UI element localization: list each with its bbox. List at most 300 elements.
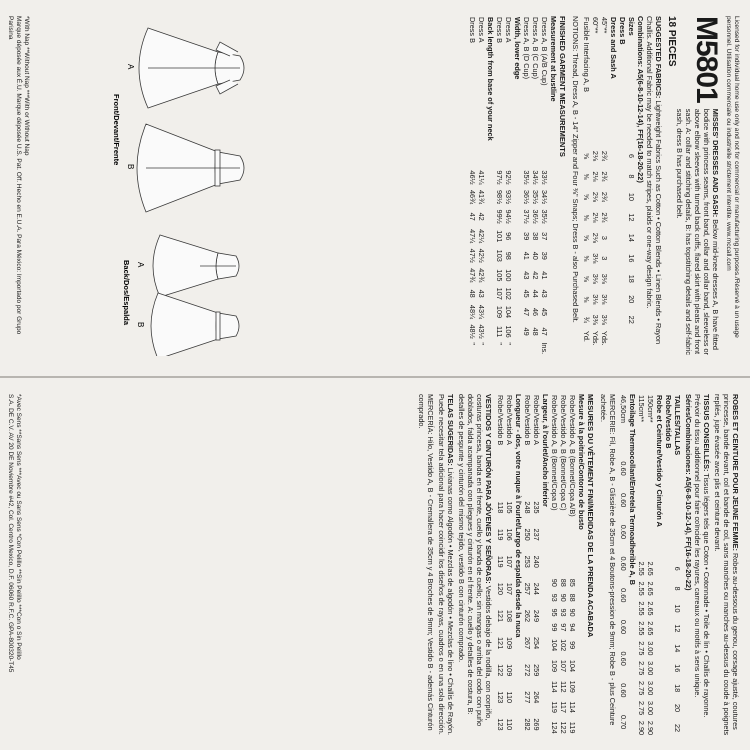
cell-value: 18 (627, 274, 636, 283)
cell-value: 46½ (468, 170, 477, 185)
cell-value (664, 658, 673, 678)
unit-label (522, 341, 531, 358)
cell-value: 272 (523, 664, 532, 677)
fr-yardage-table (637, 394, 682, 738)
cell-value (655, 559, 664, 579)
row-label: 60"** (591, 17, 600, 34)
unit-label (627, 330, 636, 358)
cell-value: 3⅛ (600, 273, 609, 284)
measurements-table (468, 16, 549, 358)
cell-value (609, 207, 618, 227)
cell-value: 110 (505, 718, 514, 731)
cell-value: 0.60 (619, 651, 628, 666)
measure-row (540, 16, 549, 358)
cell-value: 6 (627, 153, 636, 159)
back-view-a (153, 235, 239, 297)
cell-value: ⅝ (582, 173, 591, 180)
fr-fabrics-text: Tissus légers tels que Coton • Cotonnade • Toile de lin • Challis de rayonne. Prévoir du tissu additionnel pour faire coïncider les rayures, carreaux ou motifs à sens unique. (693, 394, 711, 718)
cell-value: ⅝ (582, 275, 591, 282)
cell-value: 38 (531, 232, 540, 241)
cell-value: 262 (523, 609, 532, 623)
cell-value (513, 187, 522, 207)
view-b-front-label: B (126, 164, 135, 170)
fr-measure-row (559, 394, 568, 738)
cell-value: 111 (495, 326, 504, 338)
cell-value: 3⅛ (600, 314, 609, 325)
row-label: Robe/Vestido A, B (Bonnet/Copa C) (559, 395, 568, 511)
cell-value: 42¾ (477, 268, 486, 283)
cell-value: 12 (627, 213, 636, 222)
fr-title: ROBES ET CEINTURE POUR JEUNE FEMME: (731, 394, 740, 551)
cell-value: 2.55 (637, 561, 646, 576)
cell-value: 2¾ (600, 150, 609, 162)
unit-label (618, 330, 627, 358)
cell-value: 2¾ (600, 171, 609, 182)
fr-interfacing-row (619, 394, 628, 738)
cell-value: 104 (504, 305, 513, 319)
cell-value (486, 285, 495, 302)
cell-value: 269 (532, 718, 541, 731)
cell-value: 2.75 (637, 641, 646, 656)
cell-value (486, 226, 495, 246)
cell-value: 112 (559, 680, 568, 693)
cell-value: 14 (673, 644, 682, 653)
cell-value: 20 (673, 704, 682, 713)
cell-value (618, 248, 627, 268)
cell-value: 108 (505, 609, 514, 623)
cell-value (618, 207, 627, 227)
cell-value: 2⅛ (591, 150, 600, 162)
cell-value: 3 (600, 256, 609, 261)
cell-value: 3.00 (646, 661, 655, 676)
cell-value: 119 (568, 721, 577, 734)
cell-value: 0.60 (619, 683, 628, 698)
cell-value (513, 322, 522, 342)
cell-value: ¾ (582, 316, 591, 323)
fr-interfacing-table (619, 394, 628, 738)
row-label: Dress A (477, 17, 486, 43)
cell-value (655, 658, 664, 678)
piece-count: 18 PIECES (666, 16, 677, 67)
cell-value: 47¼ (468, 229, 477, 244)
cell-value: 0.60 (619, 461, 628, 476)
cell-value: 2.75 (637, 681, 646, 696)
cell-value: 100 (504, 269, 513, 282)
cell-value: 14 (627, 233, 636, 242)
row-label: Robe/Vestido B (523, 395, 532, 446)
cell-value: 240 (532, 555, 541, 568)
cell-value: 41 (540, 271, 549, 280)
yardage-row (591, 16, 600, 358)
cell-value: 0.60 (619, 619, 628, 635)
cell-value: 106 (505, 528, 514, 541)
cell-value (664, 559, 673, 579)
cell-value: 43 (540, 289, 549, 298)
row-label: Robe/Vestido B (496, 395, 505, 446)
row-label: 150cm** (646, 395, 655, 423)
nap-legend: *With Nap **Without Nap ***With or Without Nap (23, 16, 30, 156)
cell-value: 2.55 (637, 581, 646, 596)
cell-value: 2.55 (637, 601, 646, 616)
cell-value: 105 (505, 501, 514, 514)
cell-value: 3.00 (646, 700, 655, 716)
cell-value: 254 (532, 636, 541, 650)
fr-longueur: Longueur - dos, votre nuque à l'ourlet/Largo de espalda desde la nuca (514, 394, 523, 638)
cell-value: 114 (568, 701, 577, 713)
row-label: Fusible Interfacing A, B (582, 17, 591, 93)
fr-width-row (523, 394, 532, 738)
cell-value: 2.90 (646, 720, 655, 736)
cell-value (513, 168, 522, 188)
cell-value (486, 322, 495, 342)
cell-value: 45 (540, 307, 549, 317)
cell-value: 2.65 (646, 561, 655, 576)
cell-value: 20 (627, 295, 636, 304)
cell-value: 42 (531, 271, 540, 280)
cell-value (664, 678, 673, 698)
cell-value: 0.60 (619, 493, 628, 508)
es-fabrics (437, 394, 455, 738)
row-label: Robe/Vestido B (664, 395, 673, 449)
row-label: Back length from base of your neck (486, 17, 495, 141)
view-a-front-label: A (126, 64, 135, 70)
mexico-address: S.A. DE C.V. AV 20 DE Noviembre #42, Col. Centro Mexico, D.F. 06060 R.F.C. GPA-800320-T45 (7, 394, 14, 673)
fr-largeur: Largeur, à l'ourlet/Ancho inferior (541, 394, 550, 507)
cell-value: 90 (550, 578, 559, 587)
measure-title: FINISHED GARMENT MEASUREMENTS (558, 16, 567, 157)
row-label: Dress B (468, 17, 477, 43)
cell-value (609, 166, 618, 186)
cell-value: 10 (673, 604, 682, 613)
column-divider (0, 376, 750, 378)
cell-value: ⅝ (582, 296, 591, 303)
cell-value: 35½ (522, 170, 531, 185)
cell-value (655, 599, 664, 619)
cell-value: 109 (550, 659, 559, 673)
cell-value (513, 266, 522, 286)
cell-value: 120 (496, 582, 505, 595)
es-description (457, 394, 493, 738)
cell-value: 88 (568, 593, 577, 602)
cell-value: 107 (559, 659, 568, 673)
cell-value (655, 579, 664, 599)
cell-value (664, 698, 673, 718)
cell-value: 110 (505, 691, 514, 704)
cell-value: 244 (532, 582, 541, 595)
row-label: 46,50cm (619, 395, 628, 423)
cell-value (618, 146, 627, 166)
cell-value (513, 226, 522, 246)
cell-value: 47¾ (468, 268, 477, 283)
cell-value: 8 (627, 174, 636, 179)
yardage-table (582, 16, 636, 358)
cell-value: 257 (523, 582, 532, 595)
row-label: 115cm** (637, 395, 646, 423)
yardage-row (609, 16, 618, 358)
unit-label: Yds. (600, 330, 609, 346)
yardage-row (618, 16, 627, 358)
cell-value: 109 (505, 636, 514, 650)
cell-value: 95 (550, 608, 559, 617)
unit-label: " (477, 342, 486, 345)
cell-value: 122 (559, 721, 568, 734)
cell-value (618, 187, 627, 207)
fr-measure-subtitle: Mesure à la poitrine/Contorno de busto (577, 394, 586, 530)
cell-value: 2¾ (600, 191, 609, 202)
cell-value: 36½ (522, 189, 531, 205)
cell-value (609, 248, 618, 268)
cell-value: 93 (550, 593, 559, 602)
view-a-back-label: A (136, 262, 145, 268)
cell-value: 106 (504, 325, 513, 338)
notions: NOTIONS: Thread, Dress A, B - 14" Zipper and Four ⅜" Snaps; Dress B - also Purchased Belt. (571, 16, 580, 323)
cell-value: 47 (540, 327, 549, 336)
cell-value: 6 (673, 566, 682, 571)
cell-value: 47 (522, 307, 531, 317)
yardage-row (600, 16, 609, 358)
cell-value (609, 187, 618, 207)
cell-value (609, 310, 618, 330)
cell-value (618, 228, 627, 248)
unit-label (486, 341, 495, 358)
fr-view-row (655, 394, 664, 738)
cell-value: 34½ (531, 170, 540, 185)
unit-label: Ins. (540, 342, 549, 355)
cell-value: 121 (496, 636, 505, 650)
cell-value: 3⅛ (600, 294, 609, 305)
description-text: Below mid-knee dresses A, B have fitted bodice with princess seams, front band, collar and collar band, sleeveless or above elbow sleeves with turned back cuffs, flared skirt with pleats and front sash. A: collar and stitching details, B: has topstitching details and self-fabric sash, dress B has purchased belt. (675, 108, 720, 355)
back-caption: Back/Dos/Espalda (122, 260, 131, 326)
cell-value: 48½ (468, 324, 477, 339)
unit-label: Yds. (591, 330, 600, 346)
cell-value: 104 (568, 659, 577, 673)
cell-value (486, 207, 495, 227)
cell-value (618, 289, 627, 309)
cell-value: 3.00 (646, 641, 655, 656)
row-label: Dress A, B (C Cup) (531, 17, 540, 80)
cell-value (513, 285, 522, 302)
cell-value: 2.75 (637, 661, 646, 676)
cell-value: 41¼ (477, 170, 486, 185)
cell-value: 22 (627, 315, 636, 324)
cell-value: 0.60 (619, 588, 628, 603)
fr-fabrics-label: TISSUS CONSEILLÉS: (702, 394, 711, 472)
view-b-back-label: B (136, 322, 145, 328)
cell-value: 107 (505, 582, 514, 595)
cell-value: 107 (505, 555, 514, 568)
cell-value: 39 (540, 251, 549, 260)
cell-value: 2⅛ (591, 191, 600, 202)
cell-value: 248 (523, 501, 532, 514)
cell-value: 2⅛ (591, 212, 600, 223)
cell-value: 237 (532, 528, 541, 541)
cell-value: 253 (523, 555, 532, 568)
cell-value: 2.90 (637, 720, 646, 736)
fr-view-row (664, 394, 673, 738)
cell-value: 2¾ (600, 212, 609, 223)
cell-value (664, 579, 673, 599)
cell-value: 34½ (540, 189, 549, 205)
row-label: 45"** (600, 17, 609, 34)
cell-value: 3⅛ (591, 273, 600, 284)
cell-value: 98 (504, 251, 513, 260)
fr-measure-row (550, 394, 559, 738)
cell-value: 104 (550, 639, 559, 652)
cell-value (655, 698, 664, 718)
cell-value: 0.60 (619, 556, 628, 571)
cell-value: 3⅛ (591, 294, 600, 305)
cell-value: 235 (532, 501, 541, 514)
cell-value: 45 (522, 289, 531, 298)
measure-row (531, 16, 540, 358)
unit-label: " (504, 342, 513, 345)
measure-row (468, 16, 477, 358)
cell-value: 99½ (495, 209, 504, 224)
cell-value: 101 (495, 230, 504, 243)
cell-value: 8 (673, 586, 682, 591)
cell-value: 99 (550, 623, 559, 632)
cell-value (655, 678, 664, 698)
row-label: Sizes (627, 17, 636, 36)
cell-value: 3.00 (646, 681, 655, 696)
row-label: Dress A, B (A/B Cup) (540, 17, 549, 86)
cell-value: 109 (495, 305, 504, 319)
cell-value: 90 (568, 608, 577, 617)
cell-value: 90 (559, 593, 568, 602)
cell-value: 118 (496, 501, 505, 514)
cell-value: 88 (559, 578, 568, 587)
es-title: VESTIDOS Y CINTURÓN PARA JÓVENES Y SEÑORAS: (484, 394, 493, 584)
cell-value: 114 (550, 680, 559, 693)
cell-value: 123 (496, 691, 505, 704)
description (675, 109, 720, 358)
fr-size-header-row (673, 394, 682, 738)
fr-length-row (505, 394, 514, 738)
row-label: Dress A (504, 17, 513, 43)
cell-value: 99 (568, 641, 577, 650)
cell-value: 123 (496, 718, 505, 731)
measure-row (486, 16, 495, 358)
trademark-line: Marque déposée aux É.U. Marque déposée U.S. Pat. Off. Hecho en E.U.A. Para México: Importado por Grupo Parisina (7, 16, 22, 335)
cell-value: 109 (568, 680, 577, 693)
header-block (666, 16, 723, 358)
fr-longueur-table (496, 394, 514, 738)
cell-value: 48¼ (468, 304, 477, 320)
english-footer (6, 16, 30, 358)
unit-label: " (468, 342, 477, 345)
fr-measures-table (550, 394, 577, 738)
fr-description (713, 394, 740, 738)
cell-value: 259 (532, 664, 541, 677)
cell-value: 250 (523, 528, 532, 541)
cell-value: 85 (568, 578, 577, 587)
cell-value: 36½ (531, 209, 540, 224)
cell-value: ⅝ (582, 193, 591, 200)
combinations: Combinations: A5(6-8-10-12-14), FF(16-18-20-22) (636, 16, 645, 183)
cell-value: 37½ (522, 209, 531, 224)
fr-width-row (532, 394, 541, 738)
cell-value: ⅝ (582, 255, 591, 262)
cell-value: ⅝ (582, 214, 591, 221)
cell-value: 107 (495, 287, 504, 300)
es-fabrics-label: TELAS SUGERIDAS: (446, 394, 455, 466)
unit-label (531, 341, 540, 358)
measure-row (504, 16, 513, 358)
cell-value: 2.55 (637, 621, 646, 636)
cell-value: 35½ (540, 209, 549, 224)
cell-value (618, 269, 627, 289)
cell-value: 44 (531, 289, 540, 298)
fr-footer (6, 394, 22, 738)
cell-value (486, 187, 495, 207)
cell-value: 93½ (504, 189, 513, 205)
cell-value: 109 (505, 664, 514, 677)
cell-value: 49 (522, 327, 531, 336)
pattern-number: M5801 (690, 16, 723, 103)
cell-value: ⅝ (582, 152, 591, 160)
cell-value: 119 (496, 555, 505, 568)
fr-yardage-row (637, 394, 646, 738)
cell-value: 12 (673, 624, 682, 633)
fr-interfacing: Entoilage Thermocollant/Entretela Termoadherible A, B (628, 394, 637, 585)
cell-value: 105 (495, 269, 504, 282)
row-label: Robe/Vestido A (505, 395, 514, 445)
cell-value: 41 (522, 251, 531, 260)
row-label: Dress A, B (D Cup) (522, 17, 531, 80)
cell-value (486, 246, 495, 266)
fr-combinations: Séries/Combinaciones: A5(6-8-10-12-14), FF(16-18-20-22) (684, 394, 693, 591)
front-view-b (137, 124, 244, 212)
unit-label: Yd. (582, 330, 591, 342)
row-label: Robe/Vestido A, B (Bonnet/Copa D) (550, 395, 559, 511)
unit-label (609, 330, 618, 358)
fabrics-text: Lightweight Fabrics Such as Cotton • Cotton Blends • Linen Blends • Rayon Challis. Additional Fabric may be needed to match stripes, plaids or one-way design fabric. (645, 16, 663, 345)
measure-subtitle: Measurement at bustline (549, 16, 558, 102)
cell-value: 97 (559, 623, 568, 632)
cell-value: 2⅛ (591, 232, 600, 243)
cell-value: 46 (531, 307, 540, 317)
cell-value (513, 246, 522, 266)
row-label: Robe/Vestido A, B (Bonnet/Copa A/B) (568, 395, 577, 517)
cell-value (513, 207, 522, 227)
row-label: Dress B (618, 17, 627, 45)
cell-value: 277 (523, 691, 532, 704)
cell-value: 48 (468, 289, 477, 298)
front-view-a (139, 28, 244, 108)
back-view-b (151, 293, 239, 356)
cell-value (664, 599, 673, 619)
fr-largeur-table (523, 394, 541, 738)
fabrics-label: SUGGESTED FABRICS: (654, 16, 663, 99)
cell-value (618, 310, 627, 330)
cell-value (655, 638, 664, 658)
cell-value: 282 (523, 718, 532, 731)
cell-value: 16 (673, 664, 682, 673)
size-header-row (627, 16, 636, 358)
cell-value: 43 (522, 271, 531, 280)
cell-value: 0.60 (619, 524, 628, 539)
cell-value: 46¾ (468, 189, 477, 205)
cell-value: 103 (495, 249, 504, 262)
fabrics-block (645, 16, 663, 358)
cell-value: 92½ (504, 170, 513, 185)
fr-notions: MERCERIE: Fil, Robe A, B - Glissière de 35cm et 4 Boutons-pression de 9mm; Robe B - plus Ceinture achetée. (599, 394, 617, 726)
cell-value: 41¾ (477, 189, 486, 205)
license-line: Licensed for individual home use only and not for commercial or manufacturing purposes./Réservé à un usage personnel. Utilisation commerciale ou industrielle strictement interdite. www.mccall.com (725, 16, 740, 338)
yardage-row (582, 16, 591, 358)
cell-value: 3 (600, 235, 609, 240)
cell-value: 3⅛ (591, 253, 600, 264)
